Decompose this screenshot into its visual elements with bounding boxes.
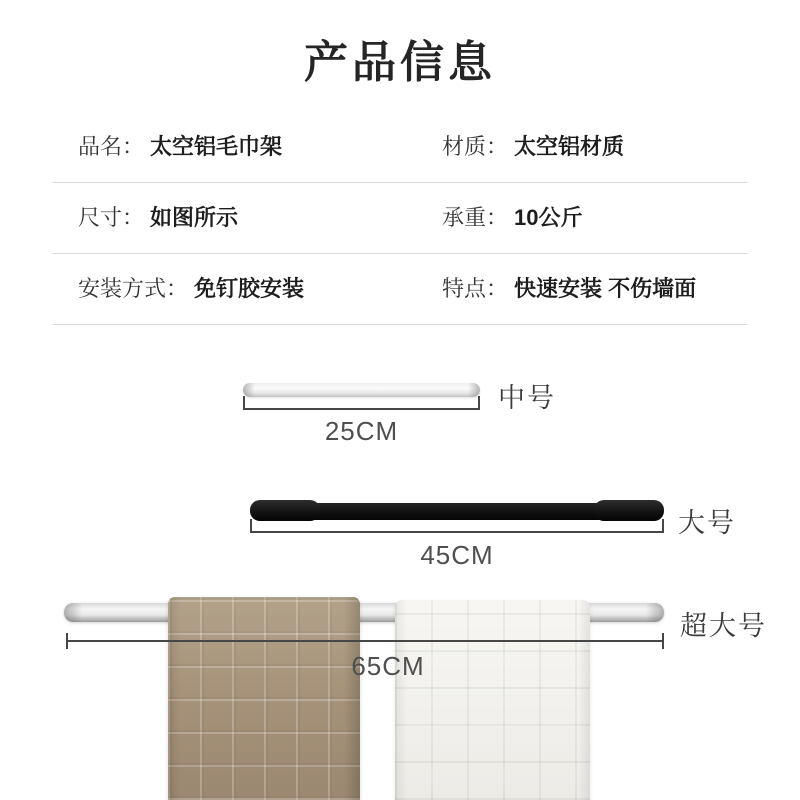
spec-row-3	[53, 254, 747, 325]
medium-variant-label: 中号	[498, 383, 556, 413]
dimension-tick	[662, 633, 664, 649]
dimension-line-medium	[243, 408, 480, 410]
page-title: 产品信息	[304, 38, 496, 87]
dimension-tick	[66, 633, 68, 649]
spec-row-1	[53, 112, 747, 183]
brown-towel	[168, 597, 360, 800]
spec-cell-material	[442, 112, 624, 182]
large-size-text: 45CM	[420, 540, 494, 570]
spec-label: 安装方式：	[78, 276, 189, 301]
spec-row-2	[53, 183, 747, 254]
dimension-tick	[243, 396, 245, 409]
extra-large-variant-label: 超大号	[680, 611, 767, 641]
spec-label: 品名：	[78, 134, 145, 159]
large-towel-bar	[250, 500, 664, 521]
dimension-tick	[478, 396, 480, 409]
extra-large-size-text: 65CM	[351, 651, 425, 681]
spec-cell-load	[442, 183, 583, 253]
dimension-tick	[662, 519, 664, 532]
medium-towel-bar	[243, 383, 480, 397]
dimension-tick	[250, 519, 252, 532]
large-variant-label: 大号	[678, 508, 736, 538]
spec-cell-product-name	[78, 112, 282, 182]
large-bar-left-cap	[250, 500, 320, 521]
spec-label: 材质：	[442, 134, 509, 159]
spec-cell-features	[442, 254, 696, 324]
spec-table	[53, 112, 747, 325]
medium-size-text: 25CM	[324, 416, 399, 446]
spec-cell-installation	[78, 254, 304, 324]
spec-label: 尺寸：	[78, 205, 145, 230]
spec-value: 10公斤	[514, 205, 583, 230]
dimension-line-extra-large	[66, 640, 664, 642]
spec-value: 如图所示	[150, 205, 239, 230]
dimension-line-large	[250, 531, 664, 533]
spec-label: 特点：	[442, 276, 509, 301]
spec-value: 太空铝毛巾架	[150, 134, 283, 159]
spec-value: 快速安装 不伤墙面	[514, 276, 697, 301]
spec-label: 承重：	[442, 205, 509, 230]
large-bar-right-cap	[594, 500, 664, 521]
spec-cell-size	[78, 183, 238, 253]
spec-value: 太空铝材质	[514, 134, 625, 159]
spec-value: 免钉胶安装	[194, 276, 305, 301]
white-towel	[395, 600, 590, 800]
